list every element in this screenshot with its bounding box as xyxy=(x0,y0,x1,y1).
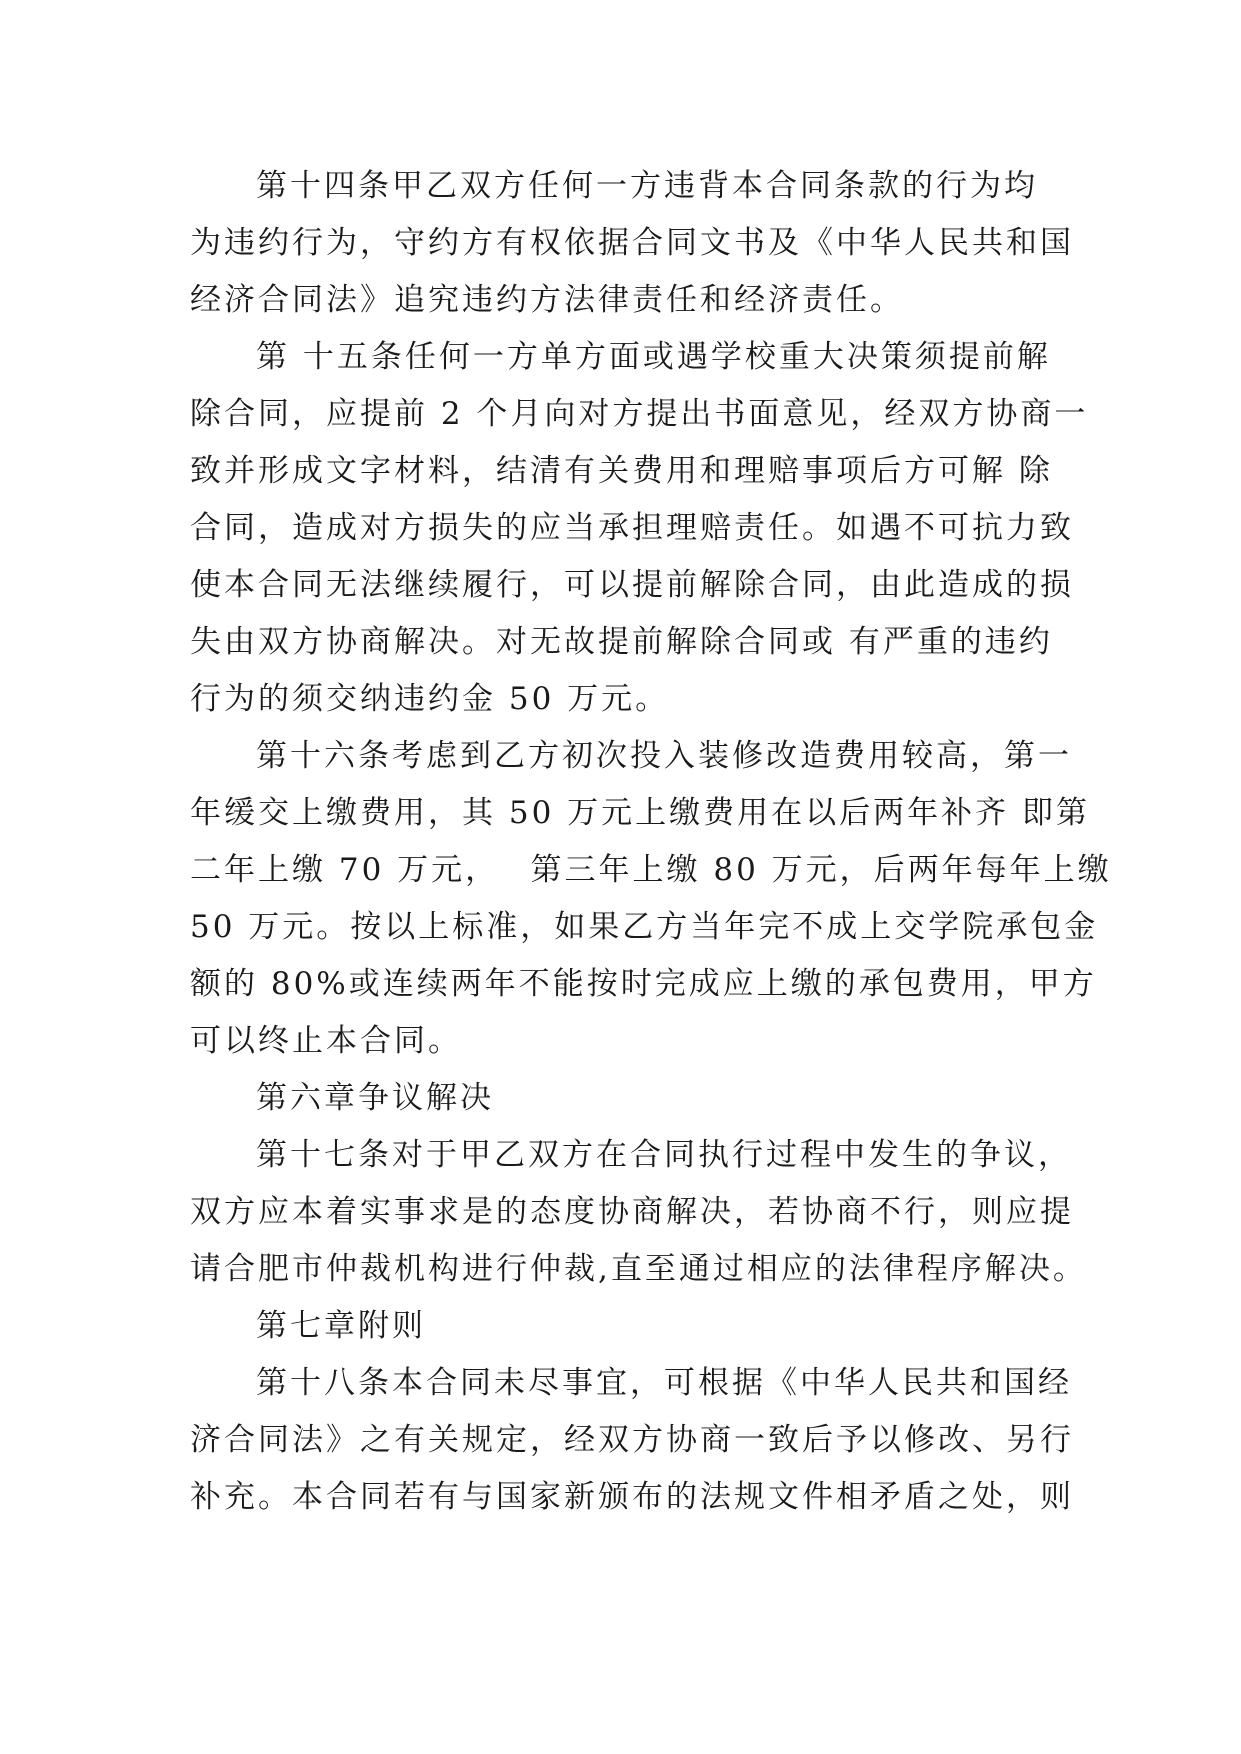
text-line: 为违约行为，守约方有权依据合同文书及《中华人民共和国 xyxy=(190,225,1074,261)
text-line: 请合肥市仲裁机构进行仲裁,直至通过相应的法律程序解决。 xyxy=(190,1251,1087,1287)
text-line: 致并形成文字材料，结清有关费用和理赔事项后方可解 除 xyxy=(190,453,1053,489)
text-line: 年缓交上缴费用，其 50 万元上缴费用在以后两年补齐 即第 xyxy=(190,795,1091,831)
contract-text xyxy=(190,158,1112,1526)
text-line: 二年上缴 70 万元， 第三年上缴 80 万元，后两年每年上缴 xyxy=(190,852,1112,888)
text-line: 第十六条考虑到乙方初次投入装修改造费用较高，第一 xyxy=(256,738,1072,774)
text-line: 双方应本着实事求是的态度协商解决，若协商不行，则应提 xyxy=(190,1194,1074,1230)
chapter-heading: 第六章争议解决 xyxy=(256,1080,494,1116)
text-line: 经济合同法》追究违约方法律责任和经济责任。 xyxy=(190,282,904,318)
text-line: 第十四条甲乙双方任何一方违背本合同条款的行为均 xyxy=(256,168,1038,204)
text-line: 额的 80%或连续两年不能按时完成应上缴的承包费用，甲方 xyxy=(190,966,1097,1002)
text-line: 补充。本合同若有与国家新颁布的法规文件相矛盾之处，则 xyxy=(190,1479,1074,1515)
text-line: 第 十五条任何一方单方面或遇学校重大决策须提前解 xyxy=(256,339,1051,375)
text-line: 可以终止本合同。 xyxy=(190,1023,462,1059)
text-line: 50 万元。按以上标准，如果乙方当年完不成上交学院承包金 xyxy=(190,909,1099,945)
text-line: 除合同，应提前 2 个月向对方提出书面意见，经双方协商一 xyxy=(190,396,1089,432)
text-line: 合同，造成对方损失的应当承担理赔责任。如遇不可抗力致 xyxy=(190,510,1074,546)
text-line: 失由双方协商解决。对无故提前解除合同或 有严重的违约 xyxy=(190,624,1053,660)
text-line: 使本合同无法继续履行，可以提前解除合同，由此造成的损 xyxy=(190,567,1074,603)
text-line: 济合同法》之有关规定，经双方协商一致后予以修改、另行 xyxy=(190,1422,1074,1458)
chapter-heading: 第七章附则 xyxy=(256,1308,426,1344)
text-line: 行为的须交纳违约金 50 万元。 xyxy=(190,681,670,717)
text-line: 第十七条对于甲乙双方在合同执行过程中发生的争议， xyxy=(256,1137,1072,1173)
text-line: 第十八条本合同未尽事宜，可根据《中华人民共和国经 xyxy=(256,1365,1072,1401)
